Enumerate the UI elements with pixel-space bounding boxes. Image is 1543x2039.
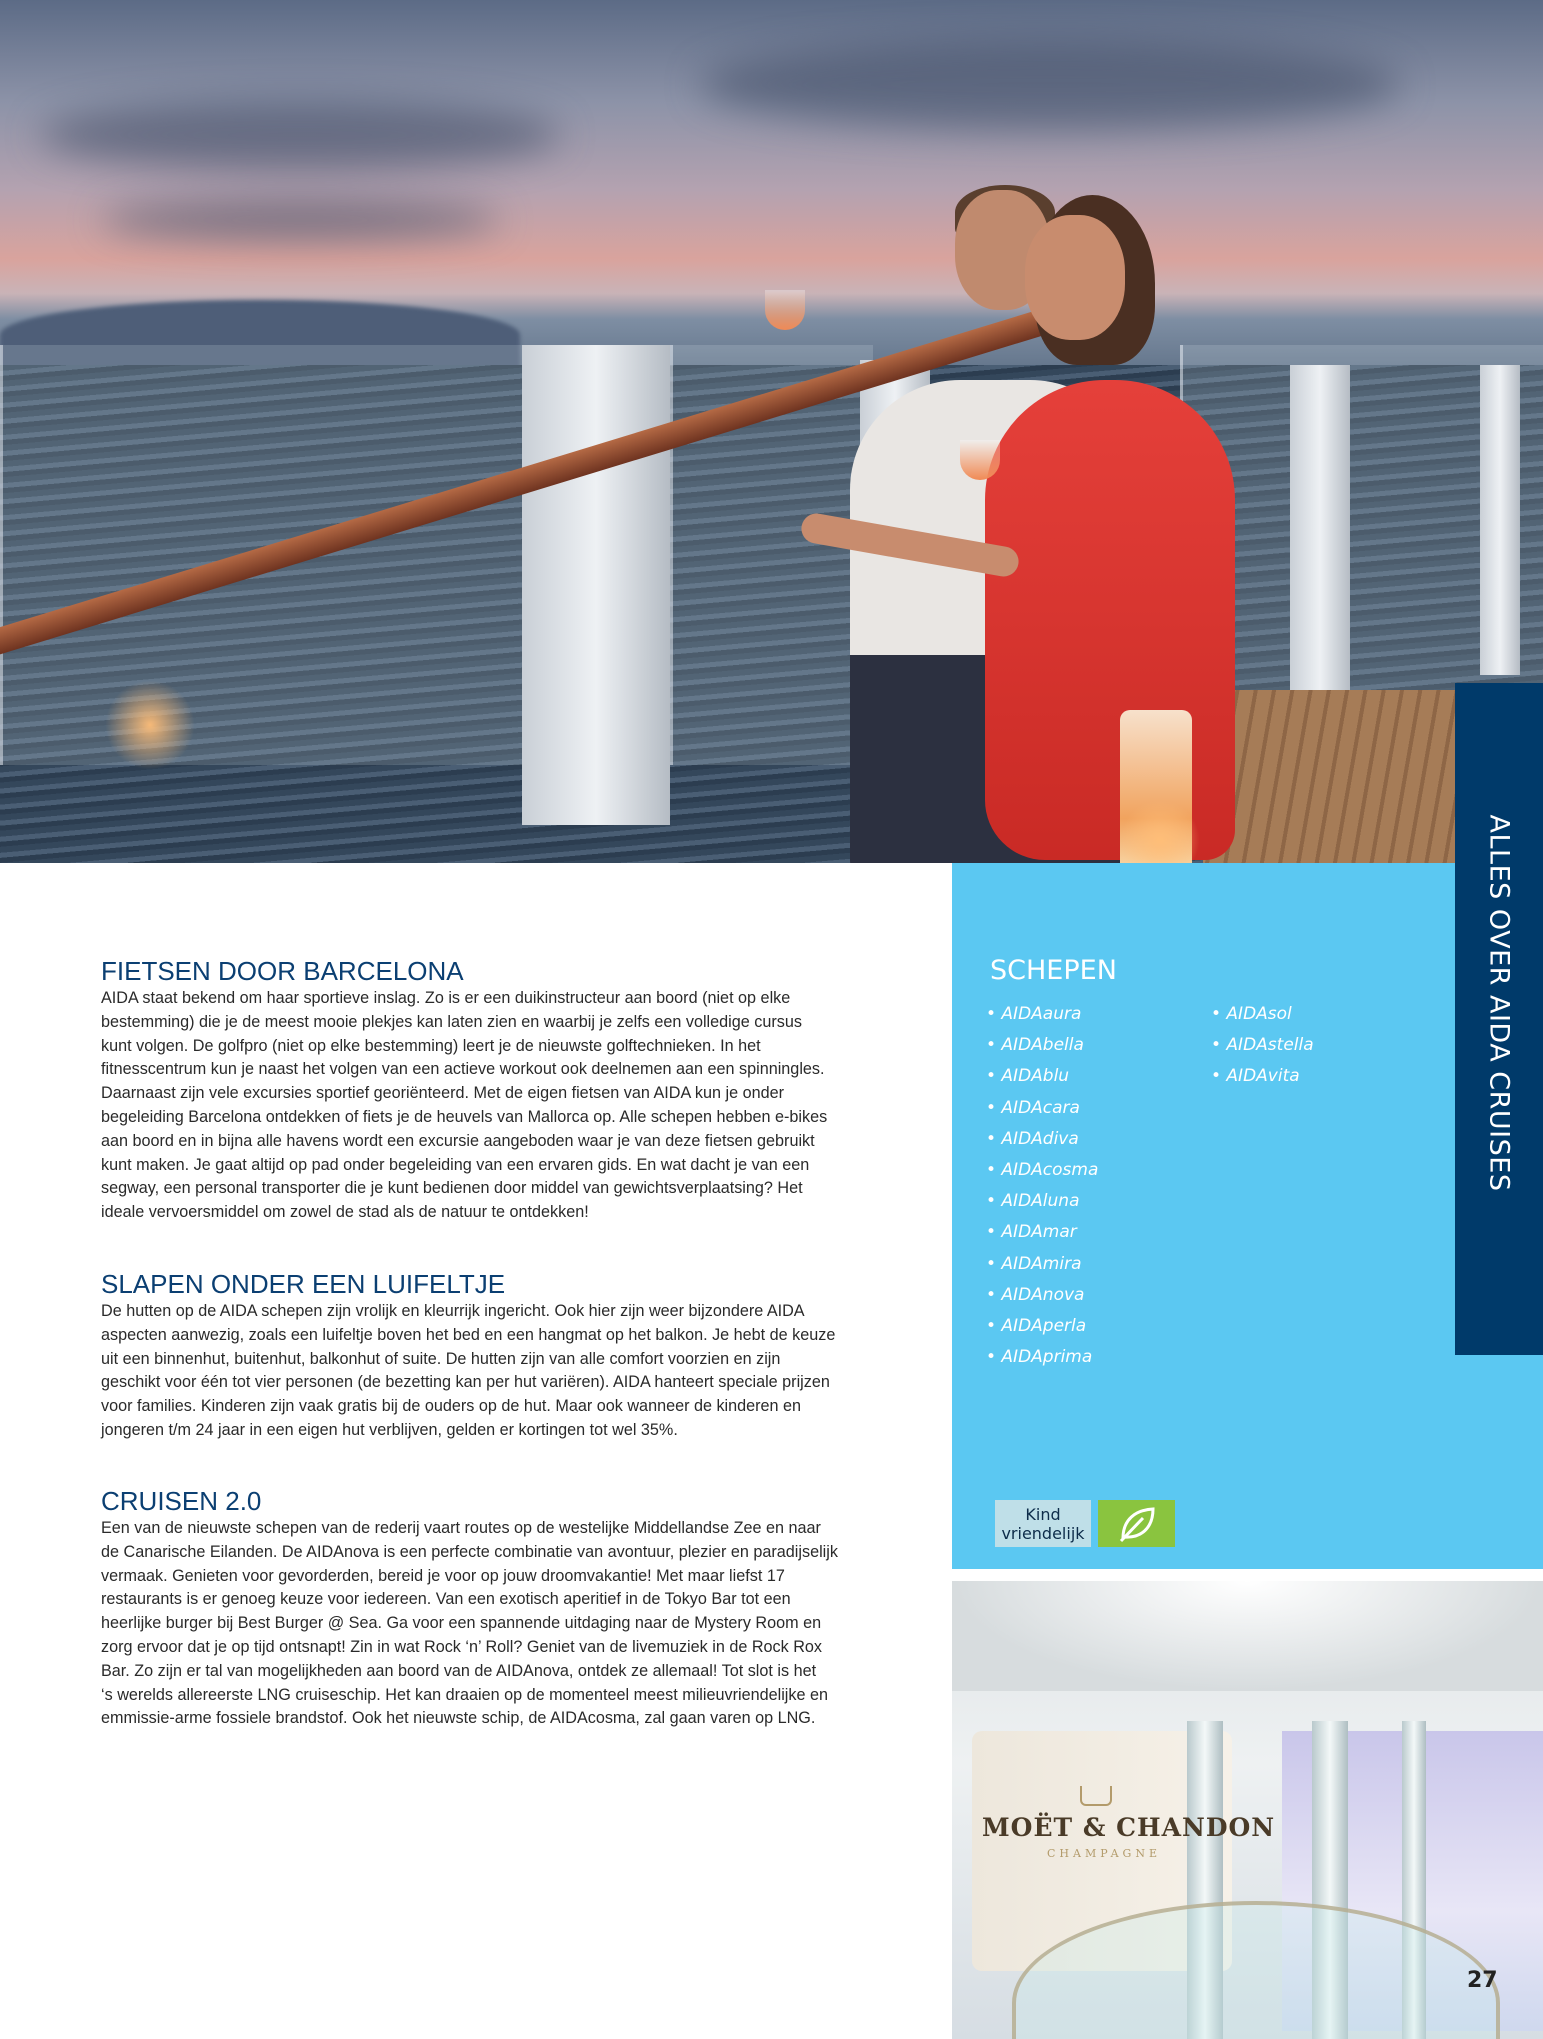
list-item: • AIDAprima xyxy=(986,1347,1093,1368)
list-item: • AIDAcara xyxy=(986,1097,1080,1118)
list-item: • AIDAbella xyxy=(986,1035,1084,1056)
section-title: CRUISEN 2.0 xyxy=(101,1486,262,1516)
section-title: FIETSEN DOOR BARCELONA xyxy=(101,956,464,986)
ship-interior-photo xyxy=(952,1581,1543,2039)
page-number: 27 xyxy=(1467,1968,1498,1993)
ships-title: SCHEPEN xyxy=(990,955,1117,986)
side-tab-label: ALLES OVER AIDA CRUISES xyxy=(1483,814,1515,1192)
list-item: • AIDAperla xyxy=(986,1315,1087,1336)
section-side-tab xyxy=(1455,683,1543,1355)
list-item: • AIDAstella xyxy=(1211,1035,1314,1056)
section-fietsen xyxy=(101,955,901,1225)
list-item: • AIDAnova xyxy=(986,1284,1085,1305)
list-item: • AIDAluna xyxy=(986,1191,1080,1212)
child-friendly-badge: Kind vriendelijk xyxy=(995,1500,1091,1547)
list-item: • AIDAcosma xyxy=(986,1159,1099,1180)
ships-list-col1 xyxy=(986,999,1098,1373)
logo-subtext: CHAMPAGNE xyxy=(1047,1847,1161,1860)
list-item: • AIDAaura xyxy=(986,1004,1082,1024)
section-body: AIDA staat bekend om haar sportieve inslag. Zo is er een duikinstructeur aan boord (niet op elke bestemming) die je de meest mooie plekjes kan laten zien en waarbij je zelfs een volledige cursus kunt volgen. De golfpro (niet op elke bestemming) leert je de nieuwste golftechnieken. In het fitnesscentrum kun je naast het volgen van een actieve workout ook deelnemen aan een spinningles. Daarnaast zijn vele excursies sportief georiënteerd. Met de eigen fietsen van AIDA kun je onder begeleiding Barcelona ontdekken of fiets je de heuvels van Mallorca op. Alle schepen hebben e-bikes aan boord en in bijna alle havens wordt een excursie aangeboden waar je van deze fietsen gebruikt kunt maken. Je gaat altijd op pad onder begeleiding van een ervaren gids. En wat dacht je van een segway, een personal transporter die je kunt bedienen door middel van gewichtsverplaatsing? Het ideale vervoersmiddel om zowel de stad als de natuur te ontdekken! xyxy=(101,989,828,1222)
list-item: • AIDAblu xyxy=(986,1066,1070,1087)
list-item: • AIDAvita xyxy=(1211,1066,1300,1087)
section-title: SLAPEN ONDER EEN LUIFELTJE xyxy=(101,1269,506,1299)
logo-text: MOËT & CHANDON xyxy=(982,1813,1276,1842)
list-item: • AIDAsol xyxy=(1211,1004,1292,1024)
section-slapen xyxy=(101,1268,901,1443)
section-body: Een van de nieuwste schepen van de rederij vaart routes op de westelijke Middellandse Zee en naar de Canarische Eilanden. De AIDAnova is een perfecte combinatie van avontuur, plezier en paradijselijk vermaak. Genieten voor gevorderden, bereid je voor op jouw droomvakantie! Met maar liefst 17 restaurants is er genoeg keuze voor iedereen. Van een exotisch aperitief in de Tokyo Bar tot een heerlijke burger bij Best Burger @ Sea. Ga voor een spannende uitdaging naar de Mystery Room en zorg ervoor dat je op tijd ontsnapt! Zin in wat Rock ‘n’ Roll? Geniet van de livemuziek in de Rock Rox Bar. Zo zijn er tal van mogelijkheden aan boord van de AIDAnova, ontdek ze allemaal! Tot slot is het ‘s werelds allereerste LNG cruiseschip. Het kan draaien op de momenteel meest milieuvriendelijke en emmissie-arme fossiele brandstof. Ook het nieuwste schip, de AIDAcosma, zal gaan varen op LNG. xyxy=(101,1519,838,1728)
section-cruisen xyxy=(101,1485,901,1731)
list-item: • AIDAmira xyxy=(986,1253,1082,1274)
section-body: De hutten op de AIDA schepen zijn vrolijk en kleurrijk ingericht. Ook hier zijn weer bijzondere AIDA aspecten aanwezig, zoals een luifeltje boven het bed en een hangmat op het balkon. Je hebt de keuze uit een binnenhut, buitenhut, balkonhut of suite. De hutten zijn van alle comfort voorzien en zijn geschikt voor één tot vier personen (de bezetting kan per hut variëren). AIDA hanteert speciale prijzen voor families. Kinderen zijn vaak gratis bij de ouders op de hut. Maar ook wanneer de kinderen en jongeren t/m 24 jaar in een eigen hut verblijven, gelden er kortingen tot wel 35%. xyxy=(101,1302,836,1439)
hero-photo xyxy=(0,0,1543,863)
list-item: • AIDAmar xyxy=(986,1222,1077,1243)
list-item: • AIDAdiva xyxy=(986,1128,1079,1149)
ships-list-col2 xyxy=(1211,999,1314,1093)
leaf-icon xyxy=(1098,1500,1175,1547)
